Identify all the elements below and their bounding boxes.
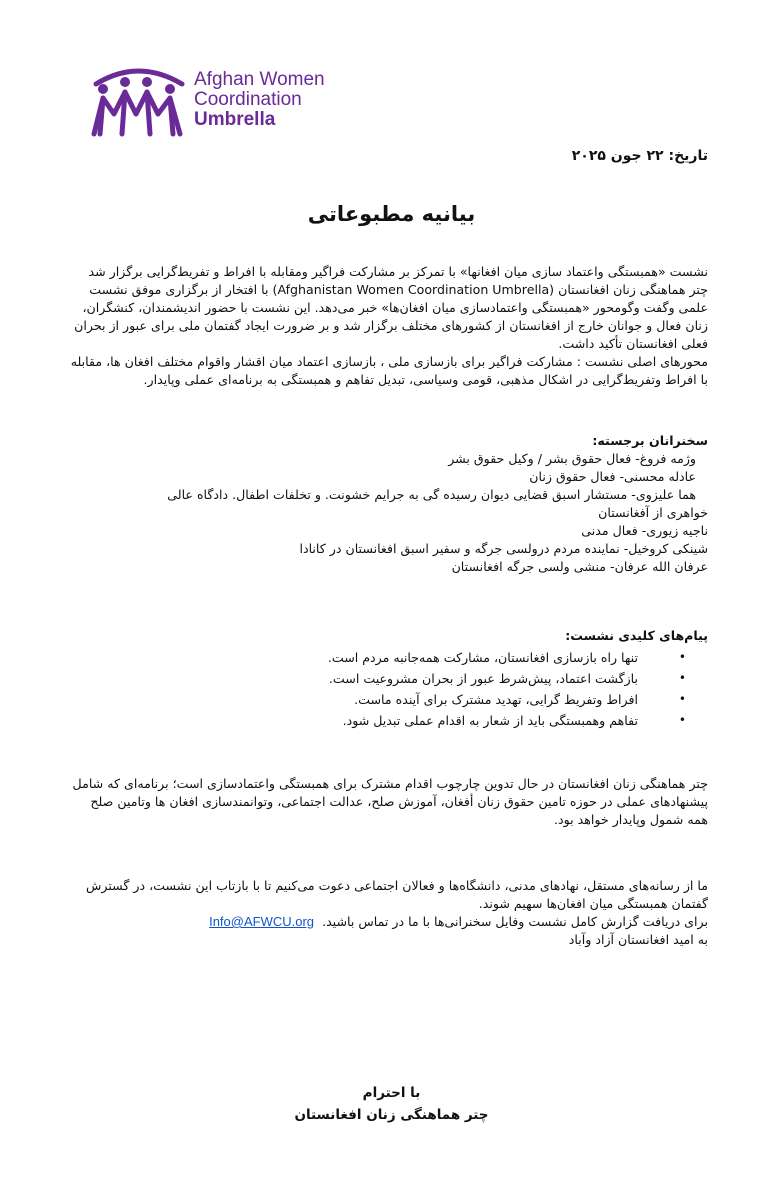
speaker-item: هما علیزوی- مستشار اسبق قضایی دیوان رسیده گی به جرایم خشونت. و تخلفات اطفال. دادگاه عالی <box>167 487 696 502</box>
afwcu-logo <box>90 62 350 142</box>
people-umbrella-icon <box>90 62 190 142</box>
document-date: تاریخ: ۲۲ جون ۲۰۲۵ <box>571 148 708 164</box>
signatory-org: چتر هماهنگی زنان افغانستان <box>294 1107 489 1123</box>
speaker-item: عرفان الله عرفان- منشی ولسی جرگه افغانستان <box>451 559 708 574</box>
logo-line-2: Coordination <box>194 89 302 110</box>
speaker-item: وژمه فروغ- فعال حقوق بشر / وکیل حقوق بشر <box>448 451 696 466</box>
list-item: • تفاهم وهمبستگی باید از شعار به اقدام عملی تبدیل شود. <box>68 710 638 731</box>
framework-paragraph: چتر هماهنگی زنان افغانستان در حال تدوین چارچوب اقدام مشترک برای همبستگی واعتمادسازی است؛ برنامه‌ای که شامل پیشنهادهای عملی در حوزه تامین حقوق زنان أفغان، آموزش صلح، عدالت اجتماعی، وتوانمندسازی افغان ها وتامین صلح همه شمول وپایدار خواهد بود. <box>72 776 708 827</box>
page-title: بیانیه مطبوعاتی <box>307 202 476 226</box>
signature-block <box>0 1082 783 1126</box>
speaker-item: خواهری از آفغانستان <box>598 505 708 520</box>
speaker-item: عادله محسنی- فعال حقوق زنان <box>529 469 696 484</box>
key-messages-section <box>68 627 708 731</box>
key-messages-heading: پیام‌های کلیدی نشست: <box>565 628 708 643</box>
speaker-item: شینکی کروخیل- نماینده مردم درولسی جرگه و سفیر اسبق افغانستان در کانادا <box>299 541 708 556</box>
main-topics-paragraph: محورهای اصلی نشست : مشارکت فراگیر برای بازسازی ملی ، بازسازی اعتماد میان اقشار واقوام مختلف افغان ها، مقابله با افراط وتفریط‌گرایی در اشکال مذهبی، قومی وسیاسی، تبدیل تفاهم و همبستگی به برنامه‌ای عملی وپایدار. <box>70 354 708 387</box>
speakers-heading: سخنرانان برجسته: <box>592 433 708 448</box>
key-messages-list <box>68 647 708 731</box>
email-link[interactable]: Info@AFWCU.org <box>209 914 315 929</box>
speakers-section <box>68 432 708 576</box>
logo-line-3: Umbrella <box>194 109 276 130</box>
list-item: • بازگشت اعتماد، پیش‌شرط عبور از بحران مشروعیت است. <box>68 668 638 689</box>
contact-line <box>68 913 708 931</box>
list-item: • افراط وتفریط گرایی، تهدید مشترک برای آینده ماست. <box>68 689 638 710</box>
regards-text: با احترام <box>362 1085 421 1101</box>
invitation-paragraph <box>68 877 708 949</box>
speaker-item: ناجیه زیوری- فعال مدنی <box>581 523 708 538</box>
contact-text: برای دریافت گزارش کامل نشست وفایل سخنرانی‌ها با ما در تماس باشید. <box>322 914 708 929</box>
intro-paragraph: نشست «همبستگی واعتماد سازی میان افغانها» با تمرکز بر مشارکت فراگیر ومقابله با افراط و تفریط‌گرایی برگزار شد چتر هماهنگی زنان افغانستان (Afghanistan Women Coordination Umbrella) با افتخار از برگزاری موفق نشست علمی وگفت وگومحور «همبستگی واعتمادسازی میان افغان‌ها» خبر می‌دهد. این نشست با حضور اندیشمندان، کنشگران، زنان فعال و جوانان خارج از افغانستان از کشورهای مختلف برگزار شد و بر ضرورت ایجاد گفتمان ملی برای عبور از بحران فعلی افغانستان تأکید داشت. <box>74 264 708 351</box>
invitation-text: ما از رسانه‌های مستقل، نهادهای مدنی، دانشگاه‌ها و فعالان اجتماعی دعوت می‌کنیم تا با بازتاب این نشست، در گسترش گفتمان همبستگی میان افغان‌ها سهیم شوند. <box>86 878 708 911</box>
closing-wish: به امید افغانستان آزاد وآباد <box>568 932 708 947</box>
list-item: • تنها راه بازسازی افغانستان، مشارکت همه‌جانبه مردم است. <box>68 647 638 668</box>
logo-wordmark <box>194 70 325 130</box>
logo-line-1: Afghan Women <box>194 69 325 90</box>
